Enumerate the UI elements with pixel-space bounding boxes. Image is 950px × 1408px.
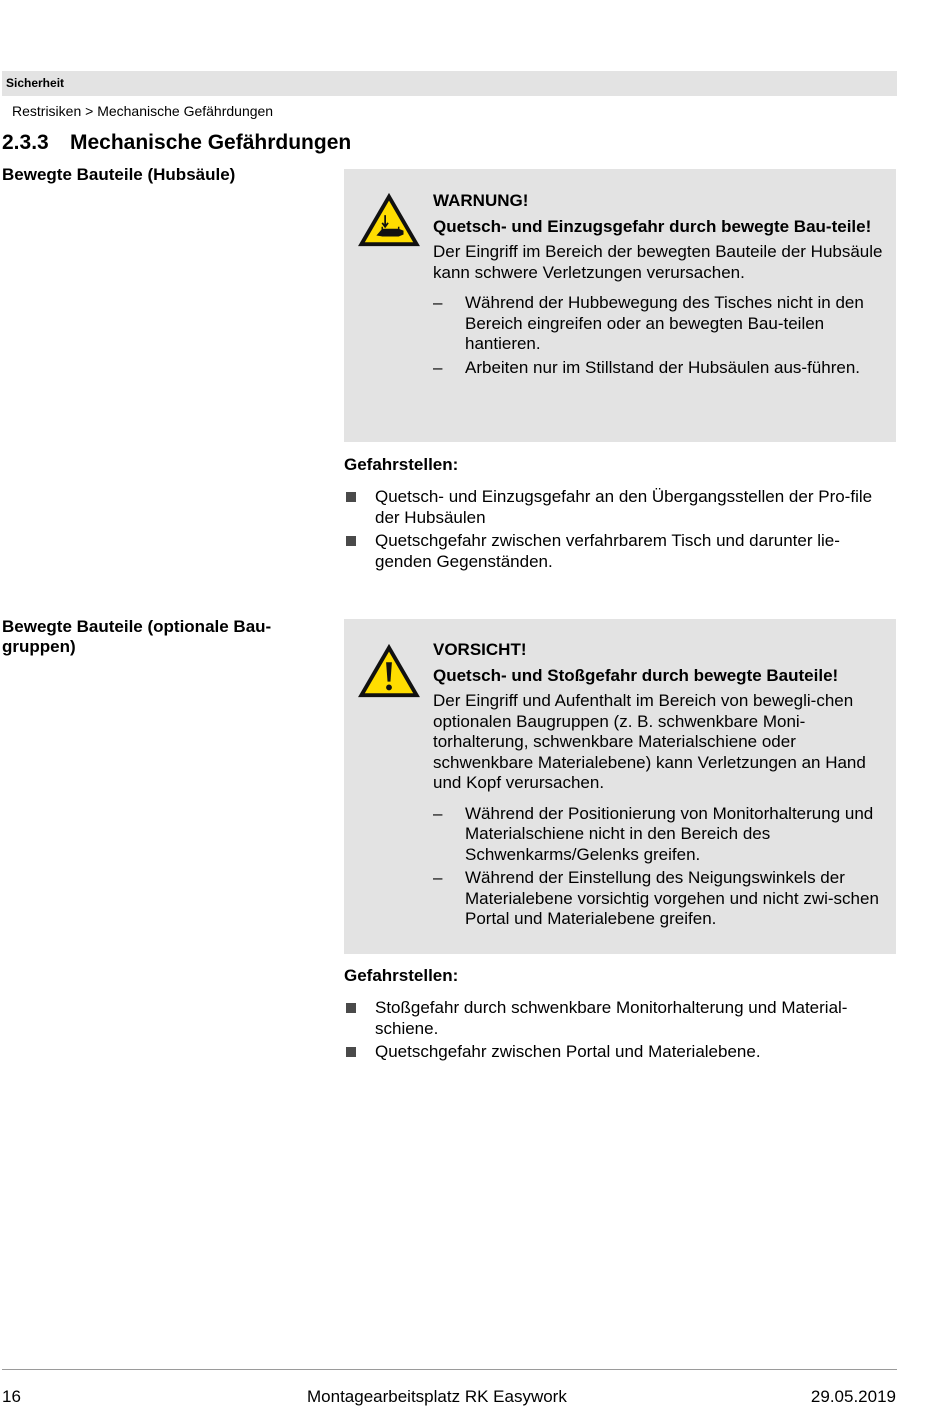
hazard-text: Quetschgefahr zwischen Portal und Materialebene. bbox=[375, 1042, 761, 1061]
footer-divider bbox=[2, 1369, 897, 1370]
breadcrumb: Restrisiken > Mechanische Gefährdungen bbox=[12, 103, 274, 119]
notice-content bbox=[433, 191, 883, 381]
header-section-label: Sicherheit bbox=[6, 76, 65, 90]
hazard-item bbox=[344, 1042, 896, 1063]
side-heading-optionale-baugruppen: Bewegte Bauteile (optionale Bau-gruppen) bbox=[2, 617, 272, 656]
signal-word: VORSICHT! bbox=[433, 640, 527, 659]
measures-list bbox=[433, 293, 883, 378]
warning-notice bbox=[344, 169, 896, 442]
hazard-text: Quetsch- und Einzugsgefahr an den Übergangsstellen der Pro-file der Hubsäulen bbox=[375, 487, 873, 527]
measure-text: Während der Einstellung des Neigungswinkels der Materialebene vorsichtig vorgehen und nicht zwi-schen Portal und Materialebene greifen. bbox=[465, 868, 879, 928]
hazards-heading: Gefahrstellen: bbox=[344, 966, 459, 985]
measures-list bbox=[433, 804, 883, 930]
measure-text: Während der Positionierung von Monitorhalterung und Materialschiene nicht in den Bereich des Schwenkarms/Gelenks greifen. bbox=[465, 803, 874, 864]
hazard-item bbox=[344, 998, 896, 1039]
hazard-text: Stoßgefahr durch schwenkbare Monitorhalterung und Material-schiene. bbox=[375, 998, 848, 1038]
notice-description: Der Eingriff und Aufenthalt im Bereich von bewegli-chen optionalen Baugruppen (z. B. schwenkbare Moni-torhalterung, schwenkbare Materialschiene oder schwenkbare Materialebene) kann Verletzungen an Hand und Kopf verursachen. bbox=[433, 691, 866, 792]
hazards-list bbox=[344, 998, 896, 1066]
bullet-square-icon bbox=[346, 536, 356, 546]
signal-word: WARNUNG! bbox=[433, 191, 529, 210]
page-title bbox=[2, 131, 351, 155]
notice-description: Der Eingriff im Bereich der bewegten Bauteile der Hubsäule kann schwere Verletzungen verursachen. bbox=[433, 242, 883, 282]
hazard-item bbox=[344, 487, 896, 528]
measure-item: – Während der Positionierung von Monitorhalterung und Materialschiene nicht in den Bereich des Schwenkarms/Gelenks greifen. bbox=[433, 803, 874, 864]
document-date: 29.05.2019 bbox=[810, 1387, 896, 1406]
hand-crush-warning-icon bbox=[354, 190, 424, 250]
measure-item: – Während der Einstellung des Neigungswinkels der Materialebene vorsichtig vorgehen und nicht zwi-schen Portal und Materialebene greifen. bbox=[433, 868, 879, 928]
section-title-text: Mechanische Gefährdungen bbox=[70, 131, 352, 154]
measure-text: Während der Hubbewegung des Tisches nicht in den Bereich eingreifen oder an bewegten Bau-teilen hantieren. bbox=[465, 293, 864, 353]
hazard-item bbox=[344, 531, 896, 572]
header-bar bbox=[2, 71, 897, 96]
hazards-list bbox=[344, 487, 896, 575]
measure-item: – Während der Hubbewegung des Tisches nicht in den Bereich eingreifen oder an bewegten Bau-teilen hantieren. bbox=[433, 293, 864, 353]
bullet-square-icon bbox=[346, 1003, 356, 1013]
bullet-square-icon bbox=[346, 1047, 356, 1057]
page-number: 16 bbox=[2, 1387, 21, 1406]
notice-content bbox=[433, 640, 883, 933]
document-title: Montagearbeitsplatz RK Easywork bbox=[307, 1387, 567, 1406]
measure-item: – Arbeiten nur im Stillstand der Hubsäulen aus-führen. bbox=[433, 357, 860, 377]
side-heading-hubsaeule: Bewegte Bauteile (Hubsäule) bbox=[2, 165, 236, 184]
hazard-text: Quetschgefahr zwischen verfahrbarem Tisch und darunter lie-genden Gegenständen. bbox=[375, 531, 840, 571]
hazards-heading: Gefahrstellen: bbox=[344, 455, 459, 474]
notice-headline: Quetsch- und Stoßgefahr durch bewegte Bauteile! bbox=[433, 665, 839, 685]
exclamation-warning-icon bbox=[354, 641, 424, 701]
bullet-square-icon bbox=[346, 492, 356, 502]
measure-text: Arbeiten nur im Stillstand der Hubsäulen aus-führen. bbox=[465, 357, 860, 377]
caution-notice bbox=[344, 619, 896, 954]
section-number: 2.3.3 bbox=[2, 131, 49, 154]
notice-headline: Quetsch- und Einzugsgefahr durch bewegte Bau-teile! bbox=[433, 216, 872, 236]
